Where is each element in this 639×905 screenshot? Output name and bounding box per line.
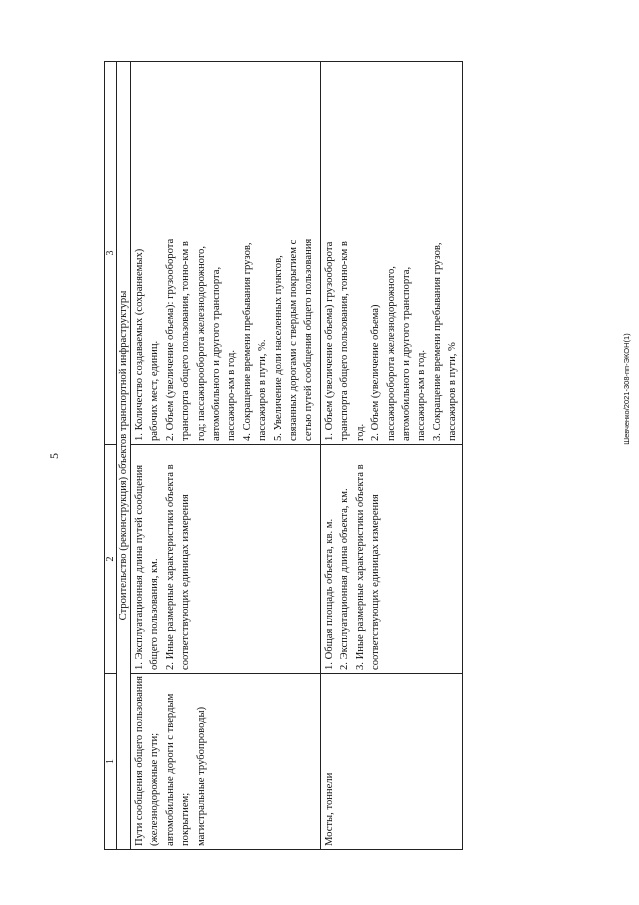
table-row: [131, 62, 321, 850]
cell-line: 1. Количество создаваемых (сохраняемых): [134, 248, 145, 441]
cell-line: 3. Сокращение времени пребывания грузов,: [431, 242, 443, 441]
cell-line: 1. Объем (увеличение объема) грузооборота: [324, 241, 335, 441]
cell-line: Пути сообщения общего пользования: [134, 675, 145, 846]
cell-line: 3. Иные размерные характеристики объекта в: [354, 464, 366, 670]
document-id: Шевченко/2021-308-пп-ЭКОН(1): [622, 333, 631, 445]
cell-line: год; пассажирооборота железнодорожного,: [195, 246, 207, 441]
section-row: [117, 62, 131, 850]
section-title: Строительство (реконструкция) объектов транспортной инфраструктуры: [117, 62, 131, 850]
cell-line: 1. Эксплуатационная длина путей сообщения: [134, 464, 145, 670]
indicators-cell: [321, 62, 463, 445]
cell-line: 2. Объем (увеличение объема): [370, 304, 382, 441]
cell-line: автомобильные дороги с твердым: [164, 693, 176, 846]
cell-line: магистральные трубопроводы): [195, 706, 207, 846]
cell-line: 4. Сокращение времени пребывания грузов,: [241, 242, 253, 441]
object-type-cell: [131, 674, 321, 850]
cell-line: 2. Иные размерные характеристики объекта в: [164, 464, 176, 670]
cell-line: транспорта общего пользования, тонно-км в: [339, 241, 351, 441]
cell-line: год.: [354, 423, 366, 441]
cell-line: 1. Общая площадь объекта, кв. м.: [324, 518, 335, 670]
cell-line: 5. Увеличение доли населенных пунктов,: [272, 255, 284, 441]
cell-line: пассажиров в пути, %: [447, 342, 459, 441]
page-number: 5: [47, 453, 61, 459]
cell-line: соответствующих единицах измерения: [370, 494, 382, 670]
cell-line: транспорта общего пользования, тонно-км в: [180, 241, 192, 441]
dimension-characteristics-cell: [131, 445, 321, 674]
cell-line: покрытием;: [180, 792, 192, 846]
dimension-characteristics-cell: [321, 445, 463, 674]
cell-line: 2. Эксплуатационная длина объекта, км.: [339, 488, 351, 670]
cell-line: рабочих мест, единиц.: [149, 340, 161, 441]
indicators-cell: [131, 62, 321, 445]
cell-line: пассажиро-км в год.: [226, 350, 238, 441]
cell-line: соответствующих единицах измерения: [180, 494, 192, 670]
column-number: 2: [105, 445, 117, 674]
rotated-table-container: [104, 62, 459, 850]
cell-line: 2. Объем (увеличение объема): грузооборота: [164, 238, 176, 441]
table-row: [321, 62, 463, 850]
cell-line: Мосты, тоннели: [324, 772, 335, 846]
cell-line: автомобильного и другого транспорта,: [211, 266, 223, 441]
cell-line: автомобильного и другого транспорта,: [401, 266, 413, 441]
cell-line: сетью путей сообщения общего пользования: [303, 238, 315, 441]
object-type-cell: [321, 674, 463, 850]
cell-line: пассажиров в пути, %.: [257, 339, 269, 441]
column-number: 3: [105, 62, 117, 445]
infrastructure-table: [104, 61, 463, 850]
table-rotation-frame: [104, 62, 459, 850]
column-number: 1: [105, 674, 117, 850]
cell-line: (железнодорожные пути;: [149, 732, 161, 846]
column-number-row: [105, 62, 117, 850]
cell-line: пассажиро-км в год.: [416, 350, 428, 441]
cell-line: связанных дорогами с твердым покрытием с: [288, 239, 300, 441]
cell-line: общего пользования, км.: [149, 558, 161, 670]
cell-line: пассажирооборота железнодорожного,: [385, 266, 397, 441]
